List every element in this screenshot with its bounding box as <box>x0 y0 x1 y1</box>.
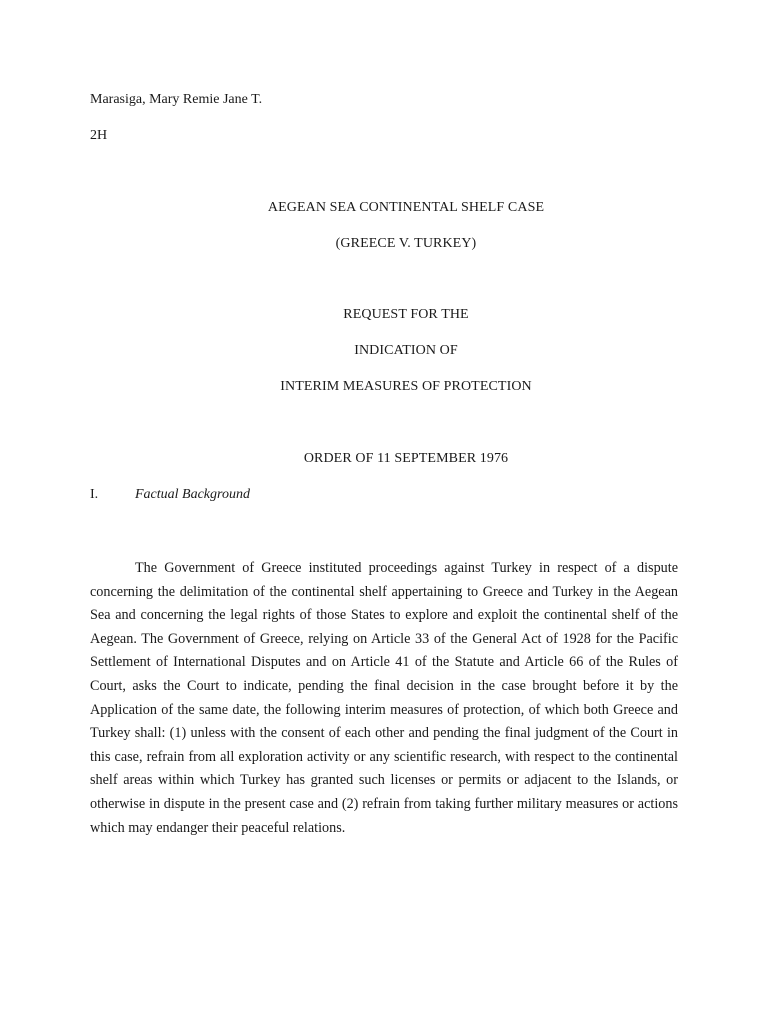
section-code: 2H <box>90 128 108 143</box>
request-line-3: INTERIM MEASURES OF PROTECTION <box>280 379 532 394</box>
order-date: ORDER OF 11 SEPTEMBER 1976 <box>303 451 509 466</box>
case-parties: (GREECE V. TURKEY) <box>335 236 477 251</box>
body-paragraph: The Government of Greece instituted proceedings against Turkey in respect of a dispute concerning the delimitation of the continental shelf appertaining to Greece and Turkey in the Aegean Sea and concerning the legal rights of those States to explore and exploit the continental shelf of the Aegean. The Government of Greece, relying on Article 33 of the General Act of 1928 for the Pacific Settlement of International Disputes and on Article 41 of the Statute and Article 66 of the Rules of Court, asks the Court to indicate, pending the final decision in the case brought before it by the Application of the same date, the following interim measures of protection, of which both Greece and Turkey shall: (1) unless with the consent of each other and pending the final judgment of the Court in this case, refrain from all exploration activity or any scientific research, with respect to the continental shelf areas within which Turkey has granted such licenses or permits or adjacent to the Islands, or otherwise in dispute in the present case and (2) refrain from taking further military measures or actions which may endanger their peaceful relations. <box>90 560 678 836</box>
section-heading-title: Factual Background <box>135 487 250 502</box>
section-heading-number: I. <box>90 487 99 502</box>
request-line-2: INDICATION OF <box>354 343 458 358</box>
case-title: AEGEAN SEA CONTINENTAL SHELF CASE <box>267 200 545 215</box>
request-line-1: REQUEST FOR THE <box>343 307 469 322</box>
author-name: Marasiga, Mary Remie Jane T. <box>90 92 263 107</box>
